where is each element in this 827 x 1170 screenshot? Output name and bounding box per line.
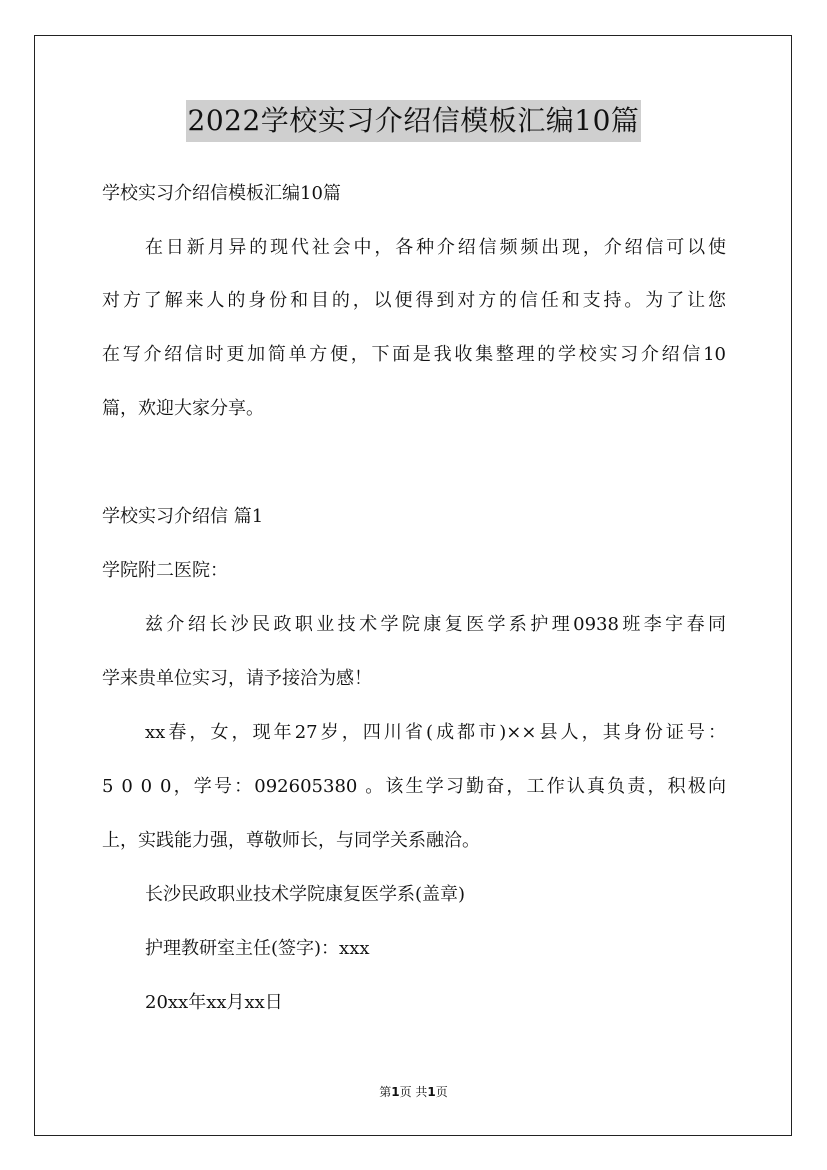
intro-line-4: 篇，欢迎大家分享。 <box>102 398 264 419</box>
document-subtitle: 学校实习介绍信模板汇编10篇 <box>102 183 341 204</box>
letter-paragraph-1-line-2: 学来贵单位实习，请予接洽为感！ <box>102 668 372 689</box>
intro-line-1: 在日新月异的现代社会中，各种介绍信频频出现，介绍信可以使 <box>145 237 726 258</box>
footer-middle: 页 共 <box>399 1085 428 1099</box>
letter-paragraph-1-line-1: 兹介绍长沙民政职业技术学院康复医学系护理0938班李宇春同 <box>145 614 726 635</box>
letter-organization: 长沙民政职业技术学院康复医学系(盖章) <box>145 884 466 905</box>
letter-paragraph-2-line-3: 上，实践能力强，尊敬师长，与同学关系融洽。 <box>102 830 480 851</box>
letter-signer: 护理教研室主任(签字)：xxx <box>145 938 370 959</box>
letter-paragraph-2-line-1: xx春，女，现年27岁，四川省(成都市)××县人，其身份证号： <box>145 722 726 743</box>
letter-paragraph-2-line-2: 5 0 0 0，学号：092605380 。该生学习勤奋，工作认真负责，积极向 <box>102 776 726 797</box>
letter-recipient: 学院附二医院： <box>102 560 228 581</box>
letter-date: 20xx年xx月xx日 <box>145 992 283 1013</box>
letter-heading: 学校实习介绍信 篇1 <box>102 506 264 527</box>
footer-prefix: 第 <box>379 1085 392 1099</box>
intro-line-3: 在写介绍信时更加简单方便，下面是我收集整理的学校实习介绍信10 <box>102 344 726 365</box>
footer-suffix: 页 <box>435 1085 448 1099</box>
title-container <box>0 100 827 142</box>
footer-page-number: 1 <box>391 1085 400 1099</box>
footer-total-pages: 1 <box>427 1085 436 1099</box>
intro-line-2: 对方了解来人的身份和目的，以便得到对方的信任和支持。为了让您 <box>102 290 726 311</box>
document-title: 2022学校实习介绍信模板汇编10篇 <box>186 100 642 142</box>
page-footer <box>0 1083 827 1101</box>
